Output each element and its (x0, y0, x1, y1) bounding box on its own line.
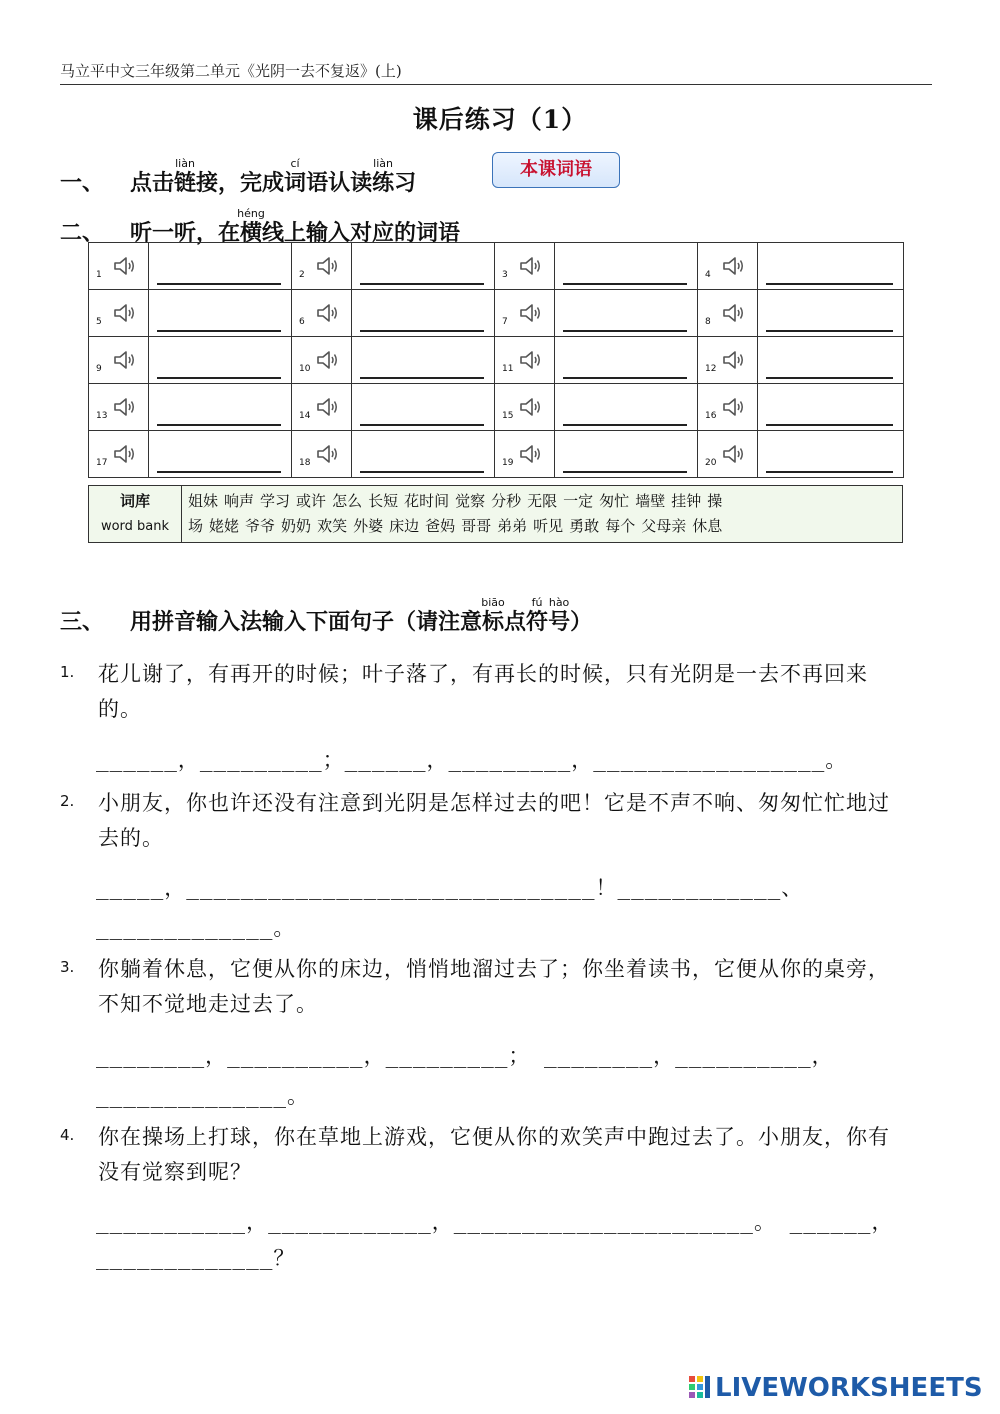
audio-cell (292, 290, 352, 337)
answer-input-line[interactable] (157, 471, 281, 473)
item-number: 15 (502, 411, 514, 421)
question-1: 1. 花儿谢了，有再开的时候；叶子落了，有再长的时候，只有光阴是一去不再回来的。 (60, 657, 910, 727)
question-text: 你在操场上打球，你在草地上游戏，它便从你的欢笑声中跑过去了。小朋友，你有没有觉察到呢？ (98, 1125, 890, 1184)
word-bank-word: 姐妹 (188, 492, 219, 510)
word-bank-word: 或许 (296, 492, 327, 510)
section-1-number: 一、 (60, 170, 105, 196)
answer-input-line[interactable] (360, 471, 484, 473)
word-bank-word: 学习 (260, 492, 291, 510)
word-bank-word: 场 (188, 517, 204, 535)
answer-cell (555, 431, 698, 478)
word-bank-label: 词库 word bank (89, 486, 182, 543)
answer-cell (758, 431, 904, 478)
pinyin-ruby: 横héng (237, 207, 265, 246)
answer-input-line[interactable] (157, 377, 281, 379)
question-2: 2. 小朋友，你也许还没有注意到光阴是怎样过去的吧！它是不声不响、匆匆忙忙地过去的。 (60, 786, 910, 856)
answer-cell (352, 337, 495, 384)
question-text: 小朋友，你也许还没有注意到光阴是怎样过去的吧！它是不声不响、匆匆忙忙地过去的。 (98, 791, 890, 850)
answer-blank-line[interactable]: ________，__________，_________； ________，__________， (96, 1044, 834, 1068)
audio-cell (89, 431, 149, 478)
audio-cell (495, 290, 555, 337)
audio-cell (495, 337, 555, 384)
question-text: 你躺着休息，它便从你的床边，悄悄地溜过去了；你坐着读书，它便从你的桌旁，不知不觉地走过去了。 (98, 957, 890, 1016)
speaker-icon[interactable] (517, 300, 543, 326)
answer-input-line[interactable] (360, 424, 484, 426)
audio-cell (292, 384, 352, 431)
answer-blank-line[interactable]: _____________？ (96, 1246, 296, 1270)
word-bank-word: 床边 (389, 517, 420, 535)
answer-input-line[interactable] (157, 330, 281, 332)
item-number: 19 (502, 458, 514, 468)
speaker-icon[interactable] (720, 441, 746, 467)
answer-input-line[interactable] (563, 424, 687, 426)
liveworksheets-logo-text: LIVEWORKSHEETS (715, 1373, 983, 1403)
speaker-icon[interactable] (314, 347, 340, 373)
speaker-icon[interactable] (314, 441, 340, 467)
answer-cell (352, 243, 495, 290)
answer-input-line[interactable] (157, 283, 281, 285)
speaker-icon[interactable] (517, 441, 543, 467)
word-bank-line (188, 489, 896, 514)
item-number: 9 (96, 364, 102, 374)
answer-blank-line[interactable]: ______________。 (96, 1084, 310, 1108)
pinyin-ruby: 链liàn (174, 157, 197, 196)
speaker-icon[interactable] (314, 300, 340, 326)
word-bank-word: 弟弟 (497, 517, 528, 535)
answer-cell (352, 431, 495, 478)
audio-cell (698, 431, 758, 478)
word-bank-word: 听见 (533, 517, 564, 535)
listening-row (89, 337, 904, 384)
pinyin-ruby: 练liàn (372, 157, 395, 196)
audio-cell (89, 337, 149, 384)
answer-input-line[interactable] (766, 330, 893, 332)
speaker-icon[interactable] (517, 347, 543, 373)
answer-cell (555, 384, 698, 431)
answer-cell (352, 384, 495, 431)
word-bank-word: 外婆 (353, 517, 384, 535)
audio-cell (495, 384, 555, 431)
answer-cell (758, 384, 904, 431)
answer-blank-line[interactable]: ______，_________；______，_________，_________________。 (96, 748, 848, 772)
word-bank-word: 觉察 (455, 492, 486, 510)
word-bank-word: 挂钟 (671, 492, 702, 510)
answer-cell (555, 290, 698, 337)
answer-input-line[interactable] (563, 330, 687, 332)
word-bank-word: 爸妈 (425, 517, 456, 535)
listening-row (89, 290, 904, 337)
answer-cell (352, 290, 495, 337)
word-bank-line (188, 514, 896, 539)
answer-input-line[interactable] (563, 377, 687, 379)
item-number: 10 (299, 364, 311, 374)
word-bank-word: 奶奶 (281, 517, 312, 535)
listening-row (89, 431, 904, 478)
section-2-number: 二、 (60, 220, 105, 246)
speaker-icon[interactable] (517, 394, 543, 420)
word-bank-words (182, 486, 903, 543)
answer-cell (555, 243, 698, 290)
question-3: 3. 你躺着休息，它便从你的床边，悄悄地溜过去了；你坐着读书，它便从你的桌旁，不知不觉地走过去了。 (60, 952, 910, 1022)
section-3-number: 三、 (60, 609, 105, 635)
section-1-heading: 一、 点击链liàn接，完成词cí语认读练liàn习 (60, 157, 417, 196)
answer-input-line[interactable] (766, 377, 893, 379)
item-number: 17 (96, 458, 108, 468)
question-4: 4. 你在操场上打球，你在草地上游戏，它便从你的欢笑声中跑过去了。小朋友，你有没有觉察到呢？ (60, 1120, 910, 1190)
answer-cell (758, 243, 904, 290)
answer-cell (149, 290, 292, 337)
word-bank-word: 怎么 (332, 492, 363, 510)
answer-input-line[interactable] (766, 424, 893, 426)
liveworksheets-logo (688, 1373, 983, 1405)
section-2-heading: 二、 听一听，在横héng线上输入对应的词语 (60, 207, 461, 246)
item-number: 20 (705, 458, 717, 468)
word-bank-word: 休息 (692, 517, 723, 535)
word-bank-word: 哥哥 (461, 517, 492, 535)
answer-cell (149, 431, 292, 478)
audio-cell (495, 431, 555, 478)
speaker-icon[interactable] (720, 347, 746, 373)
question-text: 花儿谢了，有再开的时候；叶子落了，有再长的时候，只有光阴是一去不再回来的。 (98, 662, 868, 721)
listening-grid (88, 242, 904, 478)
item-number: 4 (705, 270, 711, 280)
answer-input-line[interactable] (766, 471, 893, 473)
audio-cell (292, 337, 352, 384)
word-bank-word: 欢笑 (317, 517, 348, 535)
page-header: 马立平中文三年级第二单元《光阴一去不复返》(上) (60, 62, 402, 80)
word-bank-word: 父母亲 (641, 517, 687, 535)
listening-row (89, 243, 904, 290)
audio-cell (698, 290, 758, 337)
audio-cell (698, 243, 758, 290)
answer-cell (555, 337, 698, 384)
speaker-icon[interactable] (111, 253, 137, 279)
word-bank-word: 长短 (368, 492, 399, 510)
word-bank-word: 勇敢 (569, 517, 600, 535)
section-1-text-pre: 点击 (130, 170, 175, 196)
item-number: 7 (502, 317, 508, 327)
speaker-icon[interactable] (314, 394, 340, 420)
speaker-icon[interactable] (111, 394, 137, 420)
answer-cell (758, 290, 904, 337)
answer-input-line[interactable] (360, 377, 484, 379)
word-bank-word: 匆忙 (599, 492, 630, 510)
word-bank-word: 花时间 (404, 492, 450, 510)
audio-cell (698, 384, 758, 431)
word-bank-word: 爷爷 (245, 517, 276, 535)
audio-cell (89, 243, 149, 290)
answer-input-line[interactable] (360, 330, 484, 332)
item-number: 14 (299, 411, 311, 421)
word-bank-word: 分秒 (491, 492, 522, 510)
word-bank-word: 无限 (527, 492, 558, 510)
answer-blank-line[interactable]: _____，______________________________！____________、 (96, 876, 804, 900)
liveworksheets-logo-icon (688, 1374, 712, 1402)
item-number: 18 (299, 458, 311, 468)
header-divider (60, 84, 932, 85)
section-3-heading: 三、 用拼音输入法输入下面句子（请注意标biāo点符fú号hào） (60, 596, 593, 635)
answer-input-line[interactable] (563, 283, 687, 285)
item-number: 11 (502, 364, 514, 374)
speaker-icon[interactable] (314, 253, 340, 279)
word-bank-word: 一定 (563, 492, 594, 510)
answer-input-line[interactable] (360, 283, 484, 285)
speaker-icon[interactable] (111, 347, 137, 373)
answer-blank-line[interactable]: ___________，____________，______________________。 ______， (96, 1210, 894, 1234)
speaker-icon[interactable] (720, 300, 746, 326)
word-bank-table (88, 485, 903, 543)
page-title: 课后练习（1） (412, 105, 588, 134)
pinyin-ruby: 词cí (284, 157, 307, 196)
item-number: 3 (502, 270, 508, 280)
lesson-words-link-button[interactable]: 本课词语 (492, 152, 620, 188)
answer-cell (149, 337, 292, 384)
item-number: 16 (705, 411, 717, 421)
item-number: 6 (299, 317, 305, 327)
item-number: 1 (96, 270, 102, 280)
word-bank-word: 墙壁 (635, 492, 666, 510)
audio-cell (89, 384, 149, 431)
audio-cell (292, 243, 352, 290)
item-number: 12 (705, 364, 717, 374)
speaker-icon[interactable] (111, 441, 137, 467)
item-number: 8 (705, 317, 711, 327)
word-bank-word: 操 (707, 492, 723, 510)
item-number: 2 (299, 270, 305, 280)
audio-cell (495, 243, 555, 290)
word-bank-word: 每个 (605, 517, 636, 535)
answer-cell (758, 337, 904, 384)
pinyin-ruby: 号hào (548, 596, 571, 635)
pinyin-ruby: 符fú (526, 596, 549, 635)
speaker-icon[interactable] (720, 394, 746, 420)
word-bank-word: 姥姥 (209, 517, 240, 535)
pinyin-ruby: 标biāo (481, 596, 505, 635)
audio-cell (698, 337, 758, 384)
speaker-icon[interactable] (720, 253, 746, 279)
answer-input-line[interactable] (563, 471, 687, 473)
speaker-icon[interactable] (111, 300, 137, 326)
item-number: 5 (96, 317, 102, 327)
answer-input-line[interactable] (157, 424, 281, 426)
listening-row (89, 384, 904, 431)
answer-input-line[interactable] (766, 283, 893, 285)
item-number: 13 (96, 411, 108, 421)
answer-cell (149, 384, 292, 431)
word-bank-word: 响声 (224, 492, 255, 510)
audio-cell (292, 431, 352, 478)
audio-cell (89, 290, 149, 337)
answer-blank-line[interactable]: _____________。 (96, 916, 296, 940)
answer-cell (149, 243, 292, 290)
speaker-icon[interactable] (517, 253, 543, 279)
